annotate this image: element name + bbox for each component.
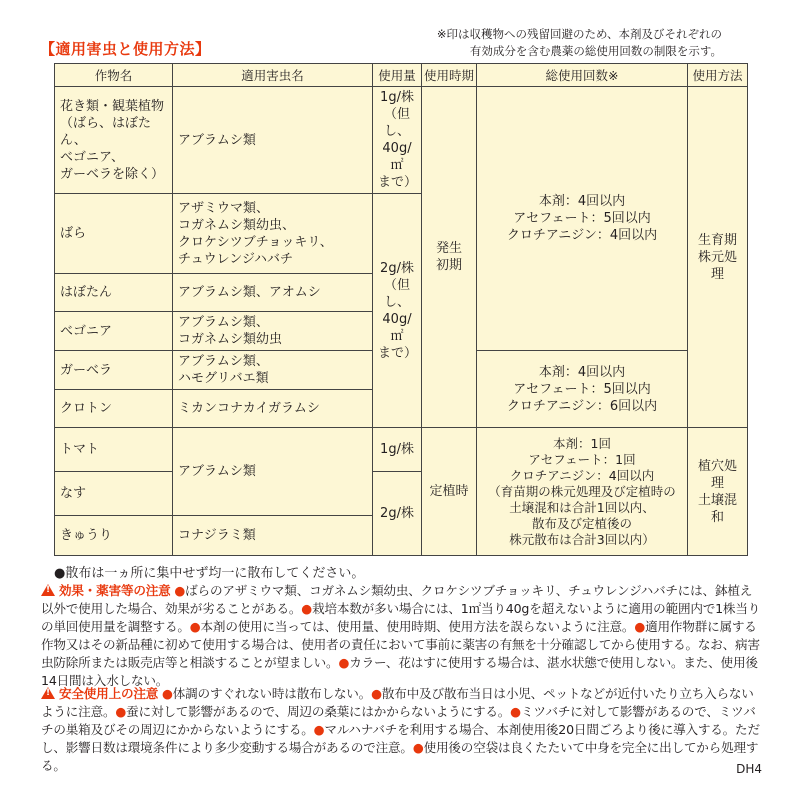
- crop-cell: きゅうり: [55, 516, 173, 556]
- total-uses-cell: 本剤：4回以内 アセフェート：5回以内 クロチアニジン：4回以内: [477, 87, 688, 351]
- amount-cell: 1g/株: [373, 428, 422, 472]
- crop-cell: 花き類・観葉植物 （ばら、はぼたん、 ベゴニア、 ガーベラを除く）: [55, 87, 173, 194]
- crop-cell: トマト: [55, 428, 173, 472]
- pest-cell: アブラムシ類、 コガネムシ類幼虫: [173, 312, 373, 351]
- effect-item: 適用作物群に属する作物又はその新品種に初めて使用する場合は、使用者の責任において事前に薬害の有無を十分確認してから使用する。なお、病害虫防除所または販売店等と相談することが望ましい。: [41, 619, 760, 670]
- pest-cell: アブラムシ類、アオムシ: [173, 274, 373, 312]
- product-code: DH4: [736, 762, 762, 776]
- pest-cell: コナジラミ類: [173, 516, 373, 556]
- amount-cell: 1g/株 （但し、 40g/㎡ まで）: [373, 87, 422, 194]
- footnote: [437, 26, 722, 60]
- timing-cell: 定植時: [422, 428, 477, 556]
- header-total-uses: 総使用回数※: [477, 64, 688, 87]
- warning-icon: [41, 687, 55, 699]
- safety-caution-section: [41, 685, 761, 775]
- pest-cell: アザミウマ類、 コガネムシ類幼虫、 クロケシツブチョッキリ、 チュウレンジハバチ: [173, 194, 373, 274]
- effect-caution-section: [41, 582, 761, 690]
- header-amount: 使用量: [373, 64, 422, 87]
- bullet-icon: ●: [189, 619, 201, 634]
- usage-table: [54, 63, 748, 556]
- table-header-row: [55, 64, 748, 87]
- bullet-icon: ●: [301, 601, 313, 616]
- safety-item: 体調のすぐれない時は散布しない。: [172, 686, 372, 701]
- effect-item: 本剤の使用に当っては、使用量、使用時期、使用方法を誤らないように注意。: [200, 619, 635, 634]
- method-cell: 植穴処理 土壌混和: [688, 428, 748, 556]
- effect-item: 栽培本数が多い場合には、1㎡当り40gを超えないように適用の範囲内で1株当りの単回使用量を調整する。: [41, 601, 761, 634]
- crop-cell: クロトン: [55, 390, 173, 428]
- crop-cell: ガーベラ: [55, 351, 173, 390]
- footnote-line: ※印は収穫物への残留回避のため、本剤及びそれぞれの: [436, 27, 722, 41]
- amount-cell: 2g/株 （但し、 40g/㎡ まで）: [373, 194, 422, 428]
- crop-cell: ベゴニア: [55, 312, 173, 351]
- safety-item: 蚕に対して影響があるので、周辺の桑葉にはかからないようにする。: [126, 704, 511, 719]
- method-cell: 生育期 株元処理: [688, 87, 748, 428]
- bullet-icon: ●: [115, 704, 127, 719]
- safety-caution-heading: 安全使用上の注意: [59, 686, 159, 701]
- pest-cell: アブラムシ類: [173, 428, 373, 516]
- safety-item: マルハナバチを利用する場合、本剤使用後20日間ごろより後に導入する。ただし、影響日数は環境条件により多少変動する場合があるので注意。: [41, 722, 760, 755]
- crop-cell: はぼたん: [55, 274, 173, 312]
- pest-cell: ミカンコナカイガラムシ: [173, 390, 373, 428]
- warning-icon: [41, 584, 55, 596]
- header-timing: 使用時期: [422, 64, 477, 87]
- header-crop: 作物名: [55, 64, 173, 87]
- table-row: [55, 428, 748, 472]
- pest-cell: アブラムシ類: [173, 87, 373, 194]
- effect-item: ばらのアザミウマ類、コガネムシ類幼虫、クロケシツブチョッキリ、チュウレンジハバチには、鉢植え以外で使用した場合、効果が劣ることがある。: [41, 583, 753, 616]
- table-row: [55, 87, 748, 194]
- footnote-line: 有効成分を含む農薬の総使用回数の制限を示す。: [469, 44, 722, 58]
- section-title: 【適用害虫と使用方法】: [40, 40, 211, 58]
- bullet-icon: ●: [313, 722, 325, 737]
- total-uses-cell: 本剤：1回 アセフェート：1回 クロチアニジン：4回以内 （育苗期の株元処理及び定植時の 土壌混和は合計1回以内、 散布及び定植後の 株元散布は合計3回以内）: [477, 428, 688, 556]
- bullet-icon: ●: [510, 704, 521, 719]
- bullet-icon: ●: [161, 686, 173, 701]
- effect-item: カラー、花はすに使用する場合は、湛水状態で使用しない。また、使用後14日間は入水しない。: [41, 655, 758, 688]
- bullet-icon: ●: [338, 655, 350, 670]
- safety-item: 散布中及び散布当日は小児、ペットなどが近付いたり立ち入らないように注意。: [41, 686, 754, 719]
- crop-cell: ばら: [55, 194, 173, 274]
- spray-note: ●散布は一ヵ所に集中せず均一に散布してください。: [54, 566, 365, 581]
- bullet-icon: ●: [634, 619, 646, 634]
- header-pest: 適用害虫名: [173, 64, 373, 87]
- amount-cell: 2g/株: [373, 472, 422, 556]
- safety-item: 使用後の空袋は良くたたいて中身を完全に出してから処理する。: [41, 740, 759, 773]
- total-uses-cell: 本剤：4回以内 アセフェート：5回以内 クロチアニジン：6回以内: [477, 351, 688, 428]
- bullet-icon: ●: [371, 686, 382, 701]
- crop-cell: なす: [55, 472, 173, 516]
- timing-cell: 発生 初期: [422, 87, 477, 428]
- safety-item: ミツバチに対して影響があるので、ミツバチの巣箱及びその周辺にかからないようにする。: [41, 704, 756, 737]
- pest-cell: アブラムシ類、 ハモグリバエ類: [173, 351, 373, 390]
- bullet-icon: ●: [412, 740, 424, 755]
- effect-caution-heading: 効果・薬害等の注意: [59, 583, 171, 598]
- bullet-icon: ●: [174, 583, 186, 598]
- header-method: 使用方法: [688, 64, 748, 87]
